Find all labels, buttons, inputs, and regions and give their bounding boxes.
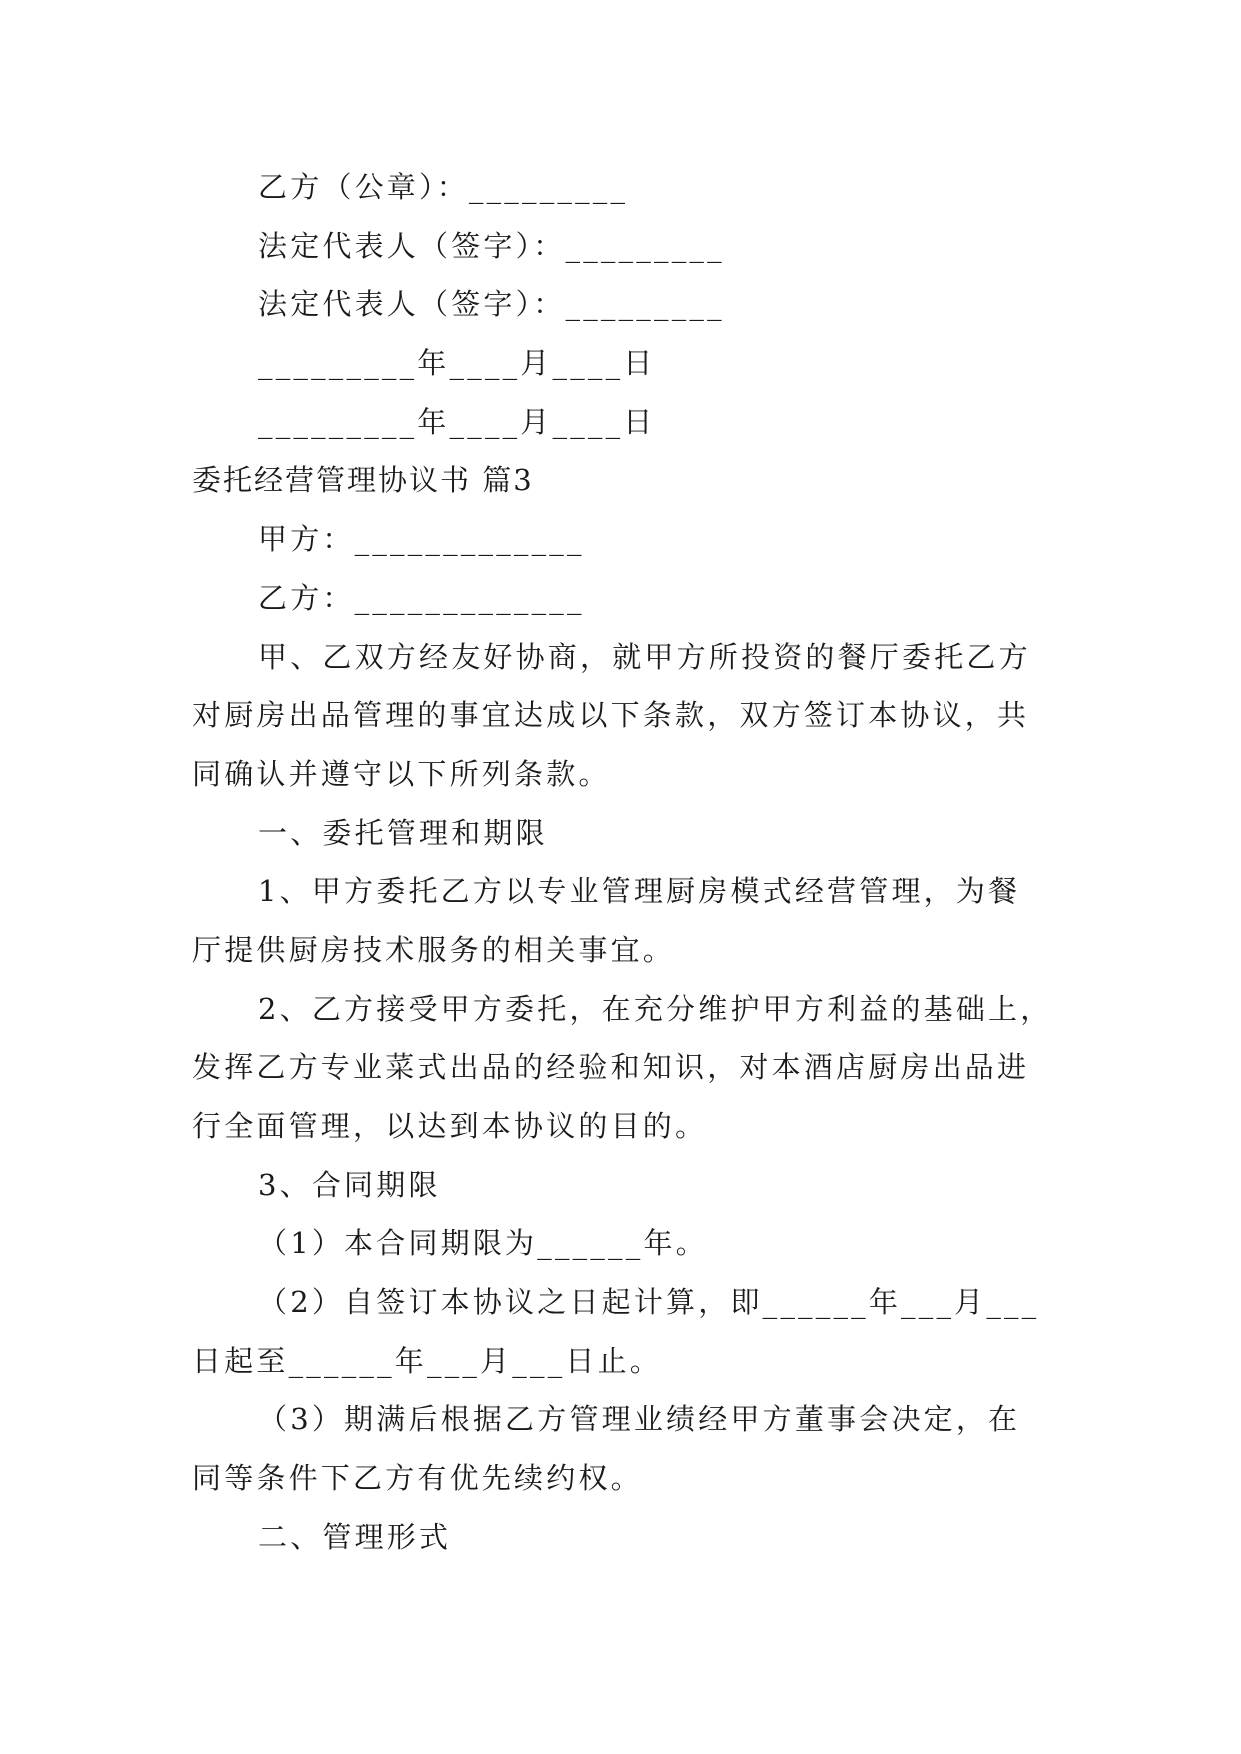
paragraph-line: 1、甲方委托乙方以专业管理厨房模式经营管理，为餐 (258, 874, 1021, 909)
paragraph-line: 行全面管理，以达到本协议的目的。 (192, 1109, 708, 1143)
party-a-line: 甲方：_____________ (258, 522, 585, 557)
clause-heading: 一、委托管理和期限 (258, 815, 548, 850)
clause-heading: 3、合同期限 (258, 1167, 441, 1202)
paragraph-line: 同确认并遵守以下所列条款。 (192, 756, 611, 791)
paragraph-line: 对厨房出品管理的事宜达成以下条款，双方签订本协议，共 (192, 698, 1030, 733)
paragraph-line: （2）自签订本协议之日起计算，即______年___月___ (258, 1285, 1040, 1320)
document-body (192, 158, 1062, 1567)
paragraph-line: 发挥乙方专业菜式出品的经验和知识，对本酒店厨房出品进 (192, 1050, 1030, 1085)
paragraph-line: （1）本合同期限为______年。 (258, 1226, 708, 1261)
paragraph-line: （3）期满后根据乙方管理业绩经甲方董事会决定，在 (258, 1402, 1021, 1437)
paragraph-line: 日起至______年___月___日止。 (192, 1343, 663, 1378)
legal-representative-signature-line: 法定代表人（签字）：_________ (258, 287, 725, 322)
clause-heading: 二、管理形式 (258, 1519, 452, 1554)
paragraph-line: 同等条件下乙方有优先续约权。 (192, 1461, 643, 1496)
section-title: 委托经营管理协议书 篇3 (192, 463, 534, 498)
paragraph-line: 厅提供厨房技术服务的相关事宜。 (192, 932, 676, 967)
party-b-seal-line: 乙方（公章）：_________ (258, 170, 629, 204)
date-line: _________年____月____日 (258, 346, 656, 381)
paragraph-line: 2、乙方接受甲方委托，在充分维护甲方利益的基础上， (258, 991, 1053, 1026)
date-line: _________年____月____日 (258, 404, 656, 439)
party-b-line: 乙方：_____________ (258, 580, 585, 615)
paragraph-line: 甲、乙双方经友好协商，就甲方所投资的餐厅委托乙方 (258, 639, 1031, 674)
legal-representative-signature-line: 法定代表人（签字）：_________ (258, 228, 725, 263)
